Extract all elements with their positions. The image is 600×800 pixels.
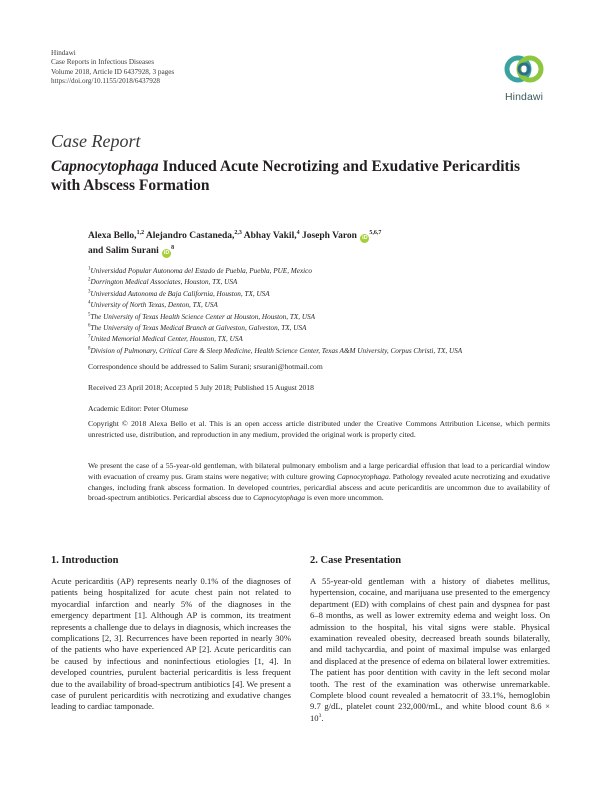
author-list: Alexa Bello,$^{1,2}$ Alejandro Castaneda,$^{2,3}$ Abhay Vakil,$^4$ Joseph Varon iD$^{5,6,7}$ and Salim Surani $iD^8$	[88, 229, 382, 256]
journal-header	[51, 49, 174, 86]
affiliation: $^6$The University of Texas Medical Branch at Galveston, Galveston, TX, USA	[88, 323, 307, 333]
logo-text: Hindawi	[504, 91, 544, 103]
author: Abhay Vakil,	[243, 231, 297, 241]
author: and Salim Surani	[88, 245, 159, 256]
hindawi-logo[interactable]	[499, 49, 549, 107]
author: Alejandro Castaneda,	[145, 231, 235, 241]
publisher-name: Hindawi	[51, 49, 76, 57]
affiliation: $^7$United Memorial Medical Center, Houston, TX, USA	[88, 335, 243, 344]
abstract: We present the case of a 55-year-old gentleman, with bilateral pulmonary embolism and a large pericardial effusion that lead to a pericardial window with evacuation of creamy pus. Gram stains were negative; with culture growing Capnocytophaga. Pathology revealed acute necrotizing and exudative changes, including frank abscess formation. In developed countries, pericardial abscess and acute pericarditis are uncommon due to availability of broad-spectrum antibiotics. Pericardial abscess due to Capnocytophaga is even more uncommon.	[88, 461, 550, 503]
doi-link[interactable]: https://doi.org/10.1155/2018/6437928	[51, 76, 161, 85]
affiliation: $^1$Universidad Popular Autonoma del Estado de Puebla, Puebla, PUE, Mexico	[88, 266, 312, 275]
academic-editor: Academic Editor: Peter Olumese	[88, 404, 189, 413]
article-type: Case Report	[51, 131, 141, 151]
correspondence: Correspondence should be addressed to Salim Surani; srsurani@hotmail.com	[88, 362, 323, 371]
hindawi-logo-icon	[503, 49, 545, 89]
orcid-icon[interactable]: iD	[163, 249, 170, 256]
affiliation: $^4$University of North Texas, Denton, TX, USA	[88, 300, 218, 310]
affiliation: $^3$Universidad Autonoma de Baja California, Houston, TX, USA	[88, 289, 270, 298]
affiliation: $^5$The University of Texas Health Science Center at Houston, Houston, TX, USA	[88, 312, 316, 321]
introduction-text: Acute pericarditis (AP) represents nearly 0.1% of the diagnoses of patients being hospitalized for acute chest pain not related to myocardial infarction and nearly 5% of the diagnoses in the emergency department [1]. Although AP is common, its treatment represents a challenge due to delays in diagnosis, which increases the complications [2, 3]. Recurrences have been reported in nearly 30% of the patients who have experienced AP [2]. Acute pericarditis can be caused by infectious and noninfectious etiologies [1, 4]. In developed countries, purulent bacterial pericarditis is less frequent due to the availability of broad-spectrum antibiotics [4]. We present a case of purulent pericarditis with necrotizing and exudative changes leading to cardiac tamponade.	[51, 576, 291, 712]
title-organism: Capnocytophaga	[51, 158, 159, 175]
section-heading-introduction: 1. Introduction	[51, 555, 119, 566]
volume-line: Volume 2018, Article ID 6437928, 3 pages	[51, 67, 175, 76]
affiliation: $^2$Dorrington Medical Associates, Houston, TX, USA	[88, 278, 238, 287]
author: Joseph Varon	[301, 231, 357, 241]
publication-dates: Received 23 April 2018; Accepted 5 July 2018; Published 15 August 2018	[88, 383, 314, 392]
author: Alexa Bello,	[88, 231, 137, 241]
orcid-icon[interactable]: iD	[362, 235, 368, 241]
affiliations	[88, 266, 558, 357]
article-title	[51, 157, 551, 195]
journal-name: Case Reports in Infectious Diseases	[51, 58, 154, 67]
affiliation: $^8$Division of Pulmonary, Critical Care & Sleep Medicine, Health Science Center, Texas A&M University, Corpus Christi, TX, USA	[88, 346, 463, 355]
copyright-notice: Copyright © 2018 Alexa Bello et al. This is an open access article distributed under the Creative Commons Attribution License, which permits unrestricted use, distribution, and reproduction in any medium, provided the original work is properly cited.	[88, 419, 550, 439]
title-rest: Induced Acute Necrotizing and Exudative Pericarditis with Abscess Formation	[51, 158, 521, 194]
section-heading-case-presentation: 2. Case Presentation	[310, 555, 402, 566]
case-presentation-text: A 55-year-old gentleman with a history of diabetes mellitus, hypertension, cocaine, and marijuana use presented to the emergency department (ED) with complains of chest pain and dyspnea for past 6–8 months, as well as lower extremity edema and weight loss. On admission to the hospital, his vital signs were stable. Physical examination revealed obesity, decreased breath sounds bilaterally, and mild tachycardia, and point of maximal impulse was enlarged and displaced at the presence of edema on bilateral lower extremities. The patient has poor dentition with cavity in the left second molar tooth. The rest of the examination was otherwise unremarkable. Complete blood count revealed a hematocrit of 33.1%, hemoglobin 9.7 g/dL, platelet count 232,000/mL, and white blood count $8.6 \times 10^3$.	[310, 576, 550, 723]
